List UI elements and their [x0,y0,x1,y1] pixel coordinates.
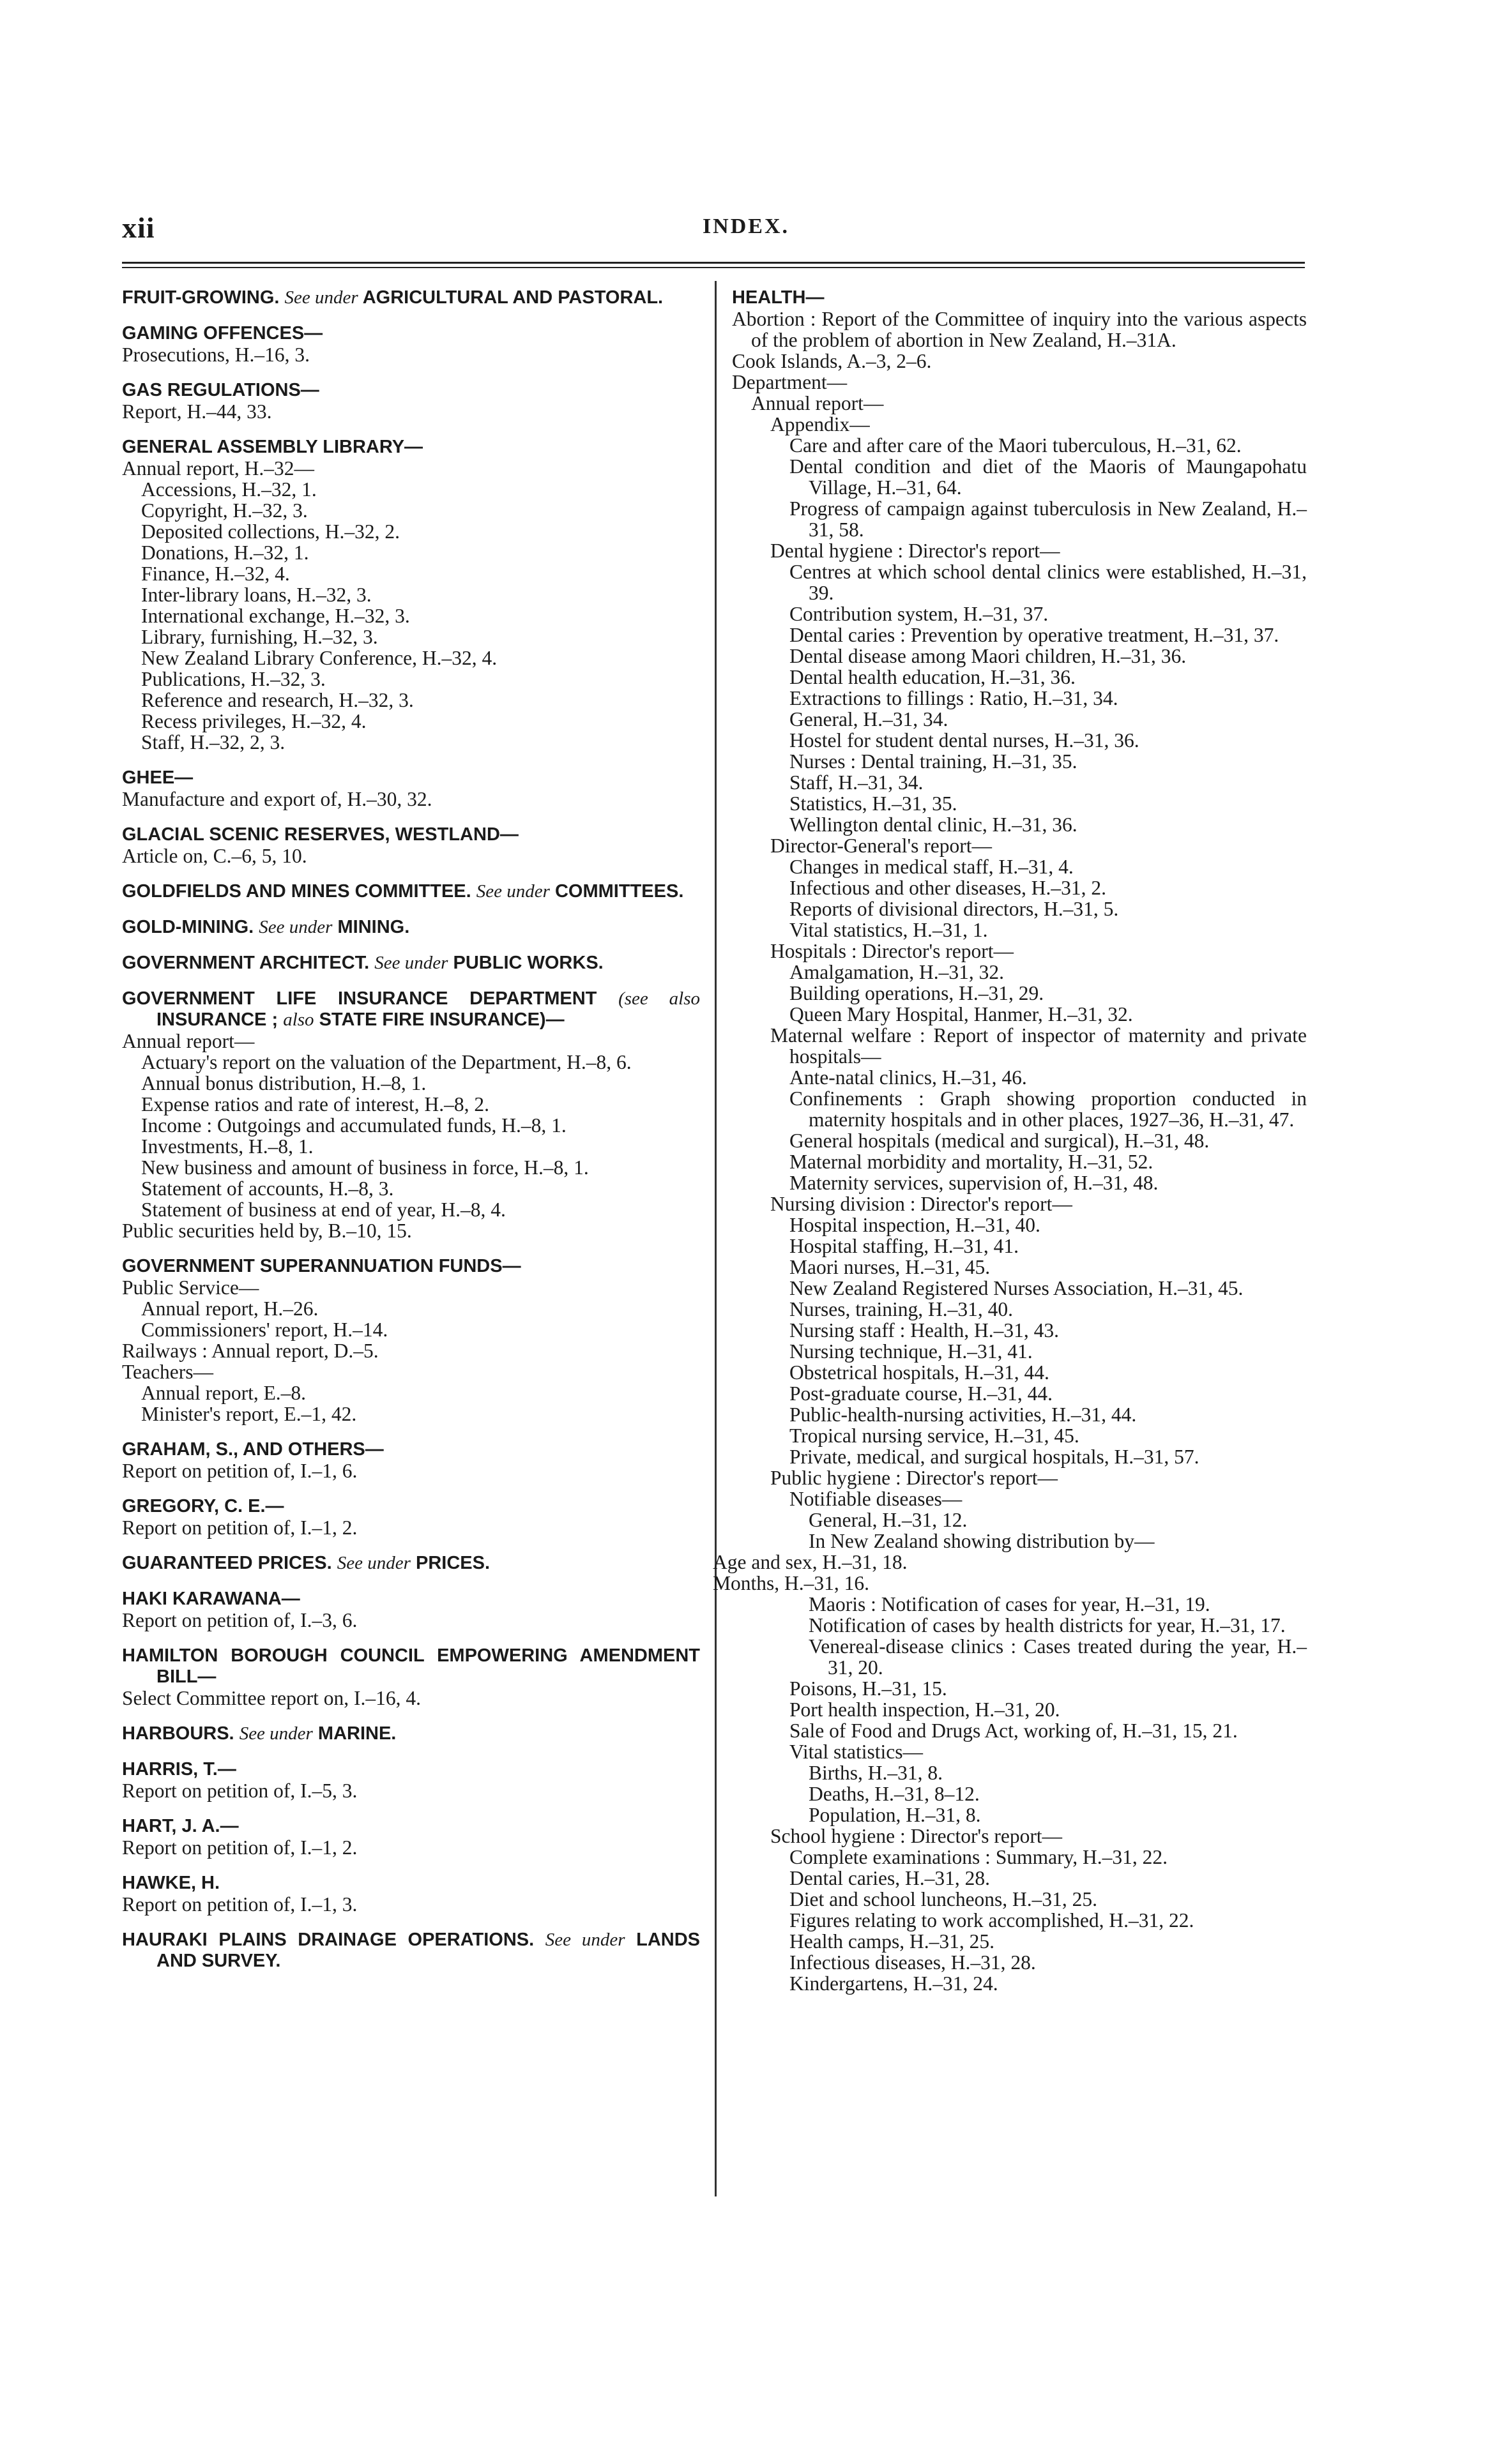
cross-reference: MARINE. [317,1723,397,1744]
index-subentry: Recess privileges, H.–32, 4. [141,710,367,732]
index-heading: GUARANTEED PRICES. See under PRICES. [122,1553,491,1573]
index-subentry: Dental caries : Prevention by operative treatment, H.–31, 37. [789,624,1279,646]
index-heading: GLACIAL SCENIC RESERVES, WESTLAND— [122,824,519,845]
index-subentry: Contribution system, H.–31, 37. [789,603,1049,625]
index-heading: HAMILTON BOROUGH COUNCIL EMPOWERING AMENDMENT BILL— [122,1645,700,1687]
index-subentry: General, H.–31, 34. [789,708,948,730]
index-subentry: Health camps, H.–31, 25. [789,1930,995,1953]
index-subentry: Queen Mary Hospital, Hanmer, H.–31, 32. [789,1003,1133,1025]
index-heading: HART, J. A.— [122,1816,239,1836]
entry-spacer [122,1915,700,1930]
index-subentry: Obstetrical hospitals, H.–31, 44. [789,1361,1049,1384]
index-subentry: Statement of accounts, H.–8, 3. [141,1177,394,1200]
index-subentry: Income : Outgoings and accumulated funds, H.–8, 1. [141,1114,567,1137]
index-subentry: Reference and research, H.–32, 3. [141,689,414,711]
index-entry [122,1930,700,1972]
index-subentry: Vital statistics, H.–31, 1. [789,919,988,941]
cross-reference: STATE FIRE INSURANCE)— [319,1009,565,1030]
index-subentry: Appendix— [770,413,870,435]
index-heading: GOVERNMENT SUPERANNUATION FUNDS— [122,1256,521,1276]
index-subentry: Select Committee report on, I.–16, 4. [122,1687,422,1709]
index-subentry: Department— [732,371,848,393]
index-subentry: Actuary's report on the valuation of the Department, H.–8, 6. [141,1051,632,1073]
index-subentry: Hostel for student dental nurses, H.–31, 36. [789,729,1139,752]
index-subentry: Accessions, H.–32, 1. [141,478,317,501]
index-subentry: Railways : Annual report, D.–5. [122,1340,379,1362]
index-subentry: Centres at which school dental clinics were established, H.–31, 39. [789,561,1307,604]
index-subentry: Nursing staff : Health, H.–31, 43. [789,1319,1059,1342]
entry-spacer [122,753,700,767]
index-subentry: School hygiene : Director's report— [770,1825,1063,1847]
entry-spacer [122,1481,700,1496]
index-subentry: Infectious and other diseases, H.–31, 2. [789,877,1107,899]
index-subentry: Library, furnishing, H.–32, 3. [141,626,378,648]
index-subentry: Dental health education, H.–31, 36. [789,666,1076,688]
entry-spacer [122,974,700,988]
index-subentry: Confinements : Graph showing proportion conducted in maternity hospitals and in other places, 1927–36, H.–31, 47. [789,1087,1307,1131]
index-subentry: Inter-library loans, H.–32, 3. [141,584,372,606]
index-subentry: Nurses : Dental training, H.–31, 35. [789,750,1077,773]
index-subentry: Port health inspection, H.–31, 20. [789,1698,1060,1721]
index-subentry: Population, H.–31, 8. [809,1804,981,1826]
index-entry [122,824,700,866]
index-subentry: Nursing division : Director's report— [770,1193,1072,1215]
entry-spacer [122,1709,700,1723]
index-entry [122,287,700,308]
index-subentry: Report on petition of, I.–1, 2. [122,1836,358,1859]
index-subentry: Age and sex, H.–31, 18. [713,1551,908,1573]
index-column-right [713,287,1307,1995]
index-heading: HEALTH— [732,287,825,308]
entry-spacer [122,1574,700,1589]
entry-spacer [122,365,700,380]
index-subentry: Venereal-disease clinics : Cases treated during the year, H.–31, 20. [809,1635,1307,1679]
index-subentry: Expense ratios and rate of interest, H.–8, 2. [141,1093,489,1115]
index-subentry: Hospitals : Director's report— [770,940,1014,962]
index-subentry: Maori nurses, H.–31, 45. [789,1256,991,1278]
index-entry [122,380,700,422]
index-subentry: Ante-natal clinics, H.–31, 46. [789,1066,1027,1089]
index-entry [122,988,700,1241]
index-entry [122,1496,700,1538]
index-subentry: Annual bonus distribution, H.–8, 1. [141,1072,427,1094]
index-subentry: Statement of business at end of year, H.–8, 4. [141,1198,506,1221]
index-subentry: Report on petition of, I.–5, 3. [122,1780,358,1802]
index-heading: GOLDFIELDS AND MINES COMMITTEE. See under COMMITTEES. [122,881,684,902]
index-entry [122,1816,700,1858]
index-subentry: Kindergartens, H.–31, 24. [789,1972,998,1995]
index-heading: GREGORY, C. E.— [122,1496,284,1516]
page-number: xii [122,211,155,244]
see-reference-label: also [283,1009,314,1030]
entry-spacer [122,1858,700,1873]
index-subentry: Copyright, H.–32, 3. [141,499,308,522]
index-subentry: Investments, H.–8, 1. [141,1135,314,1158]
index-subentry: Prosecutions, H.–16, 3. [122,344,310,366]
index-subentry: Public securities held by, B.–10, 15. [122,1220,412,1242]
index-heading: HAWKE, H. [122,1873,220,1893]
see-reference-label: (see also [618,988,701,1009]
index-subentry: Manufacture and export of, H.–30, 32. [122,788,432,810]
index-subentry: Cook Islands, A.–3, 2–6. [732,350,932,372]
index-subentry: In New Zealand showing distribution by— [809,1530,1155,1552]
index-entry [713,287,1307,1995]
index-heading: GAMING OFFENCES— [122,323,323,344]
index-subentry: Post-graduate course, H.–31, 44. [789,1382,1053,1405]
index-subentry: General, H.–31, 12. [809,1509,968,1531]
index-entry [122,1256,700,1425]
index-subentry: Sale of Food and Drugs Act, working of, H.–31, 15, 21. [789,1720,1238,1742]
index-entry [122,881,700,902]
index-subentry: Finance, H.–32, 4. [141,563,290,585]
entry-spacer [122,938,700,953]
index-subentry: Extractions to fillings : Ratio, H.–31, 34. [789,687,1118,709]
index-subentry: Report on petition of, I.–1, 6. [122,1460,358,1482]
index-heading: GRAHAM, S., AND OTHERS— [122,1439,384,1460]
index-entry [122,437,700,753]
index-subentry: Private, medical, and surgical hospitals, H.–31, 57. [789,1446,1199,1468]
index-entry [122,1589,700,1631]
index-subentry: Changes in medical staff, H.–31, 4. [789,856,1074,878]
index-subentry: Months, H.–31, 16. [713,1572,870,1594]
index-subentry: Wellington dental clinic, H.–31, 36. [789,813,1077,836]
index-subentry: Nursing technique, H.–31, 41. [789,1340,1033,1363]
index-entry [122,1723,700,1744]
index-subentry: Amalgamation, H.–31, 32. [789,961,1004,983]
index-entry [122,917,700,938]
index-subentry: Hospital inspection, H.–31, 40. [789,1214,1040,1236]
index-column-left [122,287,700,1972]
index-subentry: Statistics, H.–31, 35. [789,792,957,815]
index-subentry: New business and amount of business in force, H.–8, 1. [141,1156,589,1179]
index-subentry: Progress of campaign against tuberculosis in New Zealand, H.–31, 58. [789,497,1307,541]
header-rule [122,262,1305,268]
index-subentry: Hospital staffing, H.–31, 41. [789,1235,1019,1257]
running-head: INDEX. [702,215,790,238]
index-subentry: Director-General's report— [770,835,993,857]
index-subentry: Care and after care of the Maori tuberculous, H.–31, 62. [789,434,1242,457]
index-subentry: Staff, H.–31, 34. [789,771,924,794]
index-subentry: International exchange, H.–32, 3. [141,605,410,627]
index-subentry: Donations, H.–32, 1. [141,541,309,564]
index-subentry: Annual report, E.–8. [141,1382,307,1404]
index-subentry: Dental caries, H.–31, 28. [789,1867,991,1889]
cross-reference: LANDS AND SURVEY. [156,1930,700,1971]
cross-reference: AGRICULTURAL AND PASTORAL. [362,287,664,308]
column-divider [715,281,717,2196]
index-heading: GOVERNMENT ARCHITECT. See under PUBLIC WORKS. [122,953,604,973]
index-subentry: Abortion : Report of the Committee of inquiry into the various aspects of the problem of abortion in New Zealand, H.–31A. [732,308,1307,351]
index-heading: GOLD-MINING. See under MINING. [122,917,410,937]
index-subentry: Annual report, H.–26. [141,1297,319,1320]
see-reference-label: See under [374,953,448,973]
index-subentry: Notifiable diseases— [789,1488,963,1510]
index-heading: GHEE— [122,767,194,788]
index-subentry: Annual report— [751,392,884,414]
index-subentry: New Zealand Library Conference, H.–32, 4. [141,647,498,669]
index-subentry: Maoris : Notification of cases for year, H.–31, 19. [809,1593,1210,1615]
index-subentry: Reports of divisional directors, H.–31, 5. [789,898,1119,920]
index-subentry: Article on, C.–6, 5, 10. [122,845,307,867]
entry-spacer [122,1538,700,1553]
index-subentry: Staff, H.–32, 2, 3. [141,731,285,753]
index-subentry: Report on petition of, I.–1, 2. [122,1516,358,1539]
entry-spacer [122,1631,700,1645]
index-subentry: Teachers— [122,1361,213,1383]
see-reference-label: See under [545,1930,625,1950]
index-heading: FRUIT-GROWING. See under AGRICULTURAL AND PASTORAL. [122,287,664,308]
index-subentry: Report, H.–44, 33. [122,400,272,423]
index-subentry: Deposited collections, H.–32, 2. [141,520,400,543]
see-reference-label: See under [337,1553,411,1573]
index-subentry: Dental disease among Maori children, H.–31, 36. [789,645,1187,667]
index-subentry: New Zealand Registered Nurses Association, H.–31, 45. [789,1277,1244,1299]
index-subentry: Maternity services, supervision of, H.–31, 48. [789,1172,1159,1194]
cross-reference: PRICES. [415,1553,491,1573]
index-entry [122,1873,700,1915]
index-subentry: Poisons, H.–31, 15. [789,1677,947,1700]
index-heading: HAKI KARAWANA— [122,1589,300,1609]
entry-spacer [122,1801,700,1816]
see-reference-label: See under [284,287,358,308]
index-entry [122,1759,700,1801]
index-subentry: Births, H.–31, 8. [809,1762,943,1784]
cross-reference: PUBLIC WORKS. [453,953,604,973]
index-heading: HAURAKI PLAINS DRAINAGE OPERATIONS. See under LANDS AND SURVEY. [122,1930,700,1971]
index-entry [122,767,700,810]
index-subentry: Minister's report, E.–1, 42. [141,1403,357,1425]
index-subentry: Diet and school luncheons, H.–31, 25. [789,1888,1098,1910]
index-subentry: Building operations, H.–31, 29. [789,982,1044,1004]
entry-spacer [122,422,700,437]
index-subentry: Complete examinations : Summary, H.–31, 22. [789,1846,1168,1868]
index-subentry: Public hygiene : Director's report— [770,1467,1058,1489]
cross-reference: COMMITTEES. [554,881,684,902]
index-entry [122,1645,700,1709]
index-subentry: Maternal morbidity and mortality, H.–31, 52. [789,1151,1153,1173]
index-subentry: Vital statistics— [789,1741,923,1763]
cross-reference: INSURANCE ; [156,1009,278,1030]
see-reference-label: See under [259,917,333,937]
index-heading: GENERAL ASSEMBLY LIBRARY— [122,437,423,457]
index-subentry: Deaths, H.–31, 8–12. [809,1783,980,1805]
entry-spacer [122,1425,700,1439]
entry-spacer [122,902,700,917]
index-subentry: Nurses, training, H.–31, 40. [789,1298,1013,1320]
entry-spacer [122,810,700,824]
entry-spacer [122,866,700,881]
index-entry [122,953,700,974]
cross-reference: MINING. [337,917,410,937]
index-subentry: Public Service— [122,1276,259,1299]
index-subentry: Report on petition of, I.–3, 6. [122,1609,358,1631]
index-heading: HARBOURS. See under MARINE. [122,1723,397,1744]
entry-spacer [122,308,700,323]
index-entry [122,1553,700,1574]
index-subentry: Dental condition and diet of the Maoris of Maungapohatu Village, H.–31, 64. [789,455,1307,499]
index-subentry: Figures relating to work accomplished, H.–31, 22. [789,1909,1194,1931]
index-subentry: Annual report, H.–32— [122,457,314,480]
index-subentry: Tropical nursing service, H.–31, 45. [789,1425,1079,1447]
index-subentry: Infectious diseases, H.–31, 28. [789,1951,1036,1974]
entry-spacer [122,1744,700,1759]
index-subentry: Commissioners' report, H.–14. [141,1319,388,1341]
index-heading: GOVERNMENT LIFE INSURANCE DEPARTMENT (see also INSURANCE ; also STATE FIRE INSURANCE)— [122,988,701,1030]
index-subentry: Maternal welfare : Report of inspector of maternity and private hospitals— [770,1024,1307,1068]
index-subentry: Notification of cases by health districts for year, H.–31, 17. [809,1614,1286,1636]
see-reference-label: See under [239,1723,313,1744]
index-subentry: Annual report— [122,1030,255,1052]
see-reference-label: See under [476,881,550,902]
entry-spacer [122,1241,700,1256]
index-heading: GAS REGULATIONS— [122,380,319,400]
index-subentry: Public-health-nursing activities, H.–31, 44. [789,1403,1137,1426]
index-subentry: Report on petition of, I.–1, 3. [122,1893,358,1916]
index-heading: HARRIS, T.— [122,1759,236,1780]
index-subentry: General hospitals (medical and surgical), H.–31, 48. [789,1130,1210,1152]
index-entry [122,323,700,365]
index-entry [122,1439,700,1481]
index-subentry: Dental hygiene : Director's report— [770,540,1060,562]
index-subentry: Publications, H.–32, 3. [141,668,326,690]
